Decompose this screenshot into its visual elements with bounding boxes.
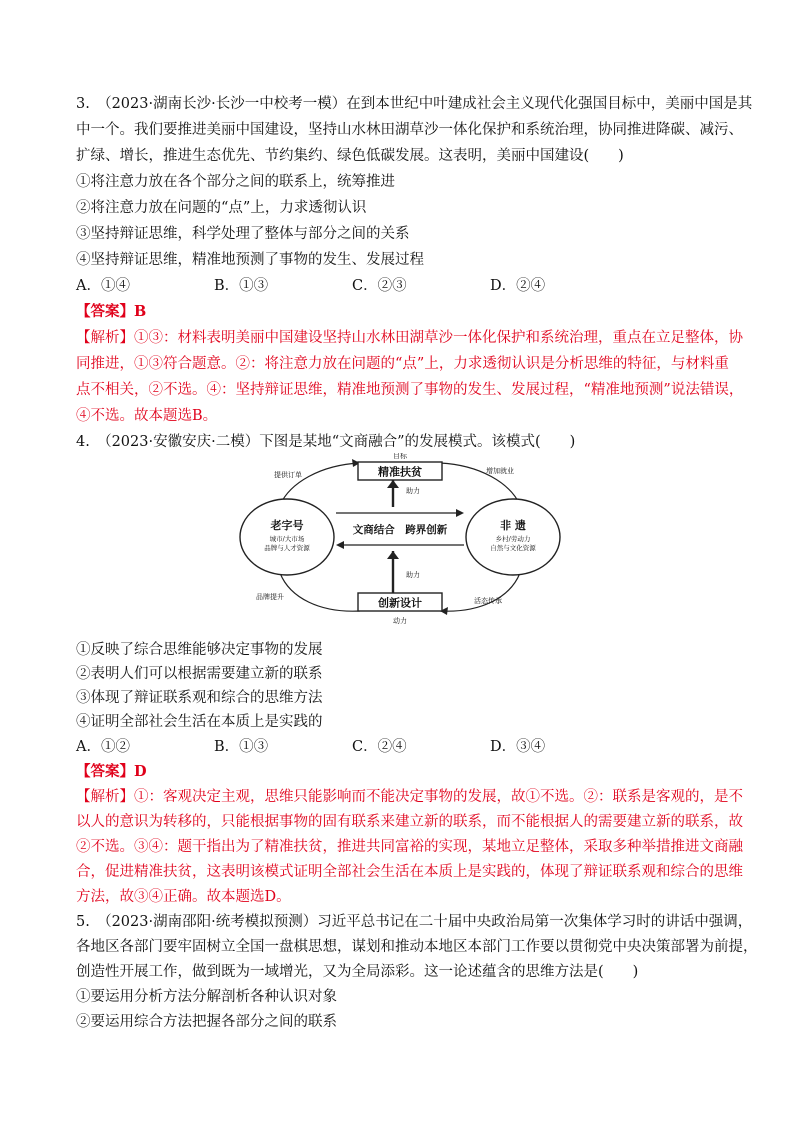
q3-item-4: ④坚持辩证思维，精准地预测了事物的发生、发展过程: [76, 252, 424, 268]
upper-force-label: 助力: [406, 487, 420, 495]
q3-stem-line-2: 中一个。我们要推进美丽中国建设，坚持山水林田湖草沙一体化保护和系统治理，协同推进降碳、减污、: [76, 122, 743, 138]
curve-bottom-left: [280, 573, 360, 611]
bottom-label: 动力: [393, 617, 407, 625]
q4-answer: 【答案】D: [76, 763, 147, 780]
q3-analysis-line-1: 【解析】①③：材料表明美丽中国建设坚持山水林田湖草沙一体化保护和系统治理，重点在立足整体，协: [76, 330, 743, 346]
q4-option-c: C．②④: [352, 739, 407, 755]
lower-force-label: 助力: [406, 571, 420, 579]
q5-stem-line-1: 5. （2023·湖南邵阳·统考模拟预测）习近平总书记在二十届中央政治局第一次集体学习时的讲话中强调，: [76, 914, 753, 930]
curve-bottom-right: [440, 573, 520, 611]
q3-option-b: B．①③: [214, 278, 269, 294]
q3-stem-line-3: 扩绿、增长，推进生态优先、节约集约、绿色低碳发展。这表明，美丽中国建设( ): [76, 148, 624, 164]
q5-item-2: ②要运用综合方法把握各部分之间的联系: [76, 1014, 337, 1030]
q5-stem-line-2: 各地区各部门要牢固树立全国一盘棋思想，谋划和推动本地区本部门工作要以贯彻党中央决策部署为前提，: [76, 939, 758, 955]
q5-stem-line-3: 创造性开展工作，做到既为一域增光，又为全局添彩。这一论述蕴含的思维方法是( ): [76, 964, 639, 980]
q3-item-3: ③坚持辩证思维，科学处理了整体与部分之间的关系: [76, 226, 410, 242]
arrow-left-head: [336, 541, 344, 549]
q3-option-c: C．②③: [352, 278, 407, 294]
left-sub-2: 品牌与人才资源: [264, 544, 310, 552]
label-top-left: 提供订单: [274, 471, 302, 479]
label-top-right: 增加就业: [486, 467, 514, 475]
left-sub-1: 城市/大市场: [269, 535, 305, 543]
q4-stem: 4. （2023·安徽安庆·二模）下图是某地“文商融合”的发展模式。该模式( ): [76, 434, 576, 450]
q3-stem-line-1: 3. （2023·湖南长沙·长沙一中校考一模）在到本世纪中叶建成社会主义现代化强国目标中，美丽中国是其: [76, 96, 753, 112]
right-sub-1: 乡村/劳动力: [495, 535, 531, 543]
right-title: 非 遗: [500, 519, 526, 532]
label-bottom-left: 品牌提升: [256, 593, 284, 601]
q3-item-2: ②将注意力放在问题的“点”上，力求透彻认识: [76, 200, 367, 216]
q4-option-a: A．①②: [76, 739, 130, 755]
q5-item-1: ①要运用分析方法分解剖析各种认识对象: [76, 989, 337, 1005]
q4-item-1: ①反映了综合思维能够决定事物的发展: [76, 642, 323, 658]
q4-analysis-line-5: 方法，故③④正确。故本题选D。: [76, 889, 291, 905]
top-label: 目标: [393, 453, 407, 460]
q4-item-4: ④证明全部社会生活在本质上是实践的: [76, 714, 323, 730]
q4-option-d: D．③④: [490, 739, 546, 755]
q4-item-3: ③体现了辩证联系观和综合的思维方法: [76, 690, 323, 706]
center-text: 文商结合 跨界创新: [352, 524, 448, 536]
bottom-box-text: 创新设计: [378, 596, 422, 610]
q3-answer: 【答案】B: [76, 303, 147, 320]
q3-analysis-line-2: 同推进，①③符合题意。②：将注意力放在问题的“点”上，力求透彻认识是分析思维的特征，与材料重: [76, 356, 729, 372]
label-bottom-right: 活态传承: [474, 597, 502, 605]
q4-analysis-line-2: 以人的意识为转移的，只能根据事物的固有联系来建立新的联系，而不能根据人的需要建立新的联系，故: [76, 814, 743, 830]
q3-option-d: D．②④: [490, 278, 546, 294]
left-title: 老字号: [270, 519, 304, 532]
q3-item-1: ①将注意力放在各个部分之间的联系上，统筹推进: [76, 174, 395, 190]
q4-analysis-line-3: ②不选。③④：题干指出为了精准扶贫，推进共同富裕的实现，某地立足整体，采取多种举措推进文商融: [76, 839, 743, 855]
arrow-right-head: [456, 509, 464, 517]
q3-analysis-line-3: 点不相关，②不选。④：坚持辩证思维，精准地预测了事物的发生、发展过程，“精准地预测”说法错误，: [76, 382, 744, 398]
q4-item-2: ②表明人们可以根据需要建立新的联系: [76, 666, 323, 682]
upper-arrow-head: [387, 480, 399, 488]
q3-analysis-line-4: ④不选。故本题选B。: [76, 408, 218, 424]
q3-option-a: A．①④: [76, 278, 130, 294]
top-box-text: 精准扶贫: [378, 465, 422, 479]
q4-analysis-line-1: 【解析】①：客观决定主观，思维只能影响而不能决定事物的发展，故①不选。②：联系是客观的，是不: [76, 789, 743, 805]
lower-arrow-head: [387, 551, 399, 559]
right-sub-2: 自然与文化资源: [490, 544, 536, 552]
q4-option-b: B．①③: [214, 739, 269, 755]
culture-commerce-diagram: [230, 453, 570, 631]
q4-analysis-line-4: 合，促进精准扶贫，这表明该模式证明全部社会生活在本质上是实践的，体现了辩证联系观和综合的思维: [76, 864, 743, 880]
